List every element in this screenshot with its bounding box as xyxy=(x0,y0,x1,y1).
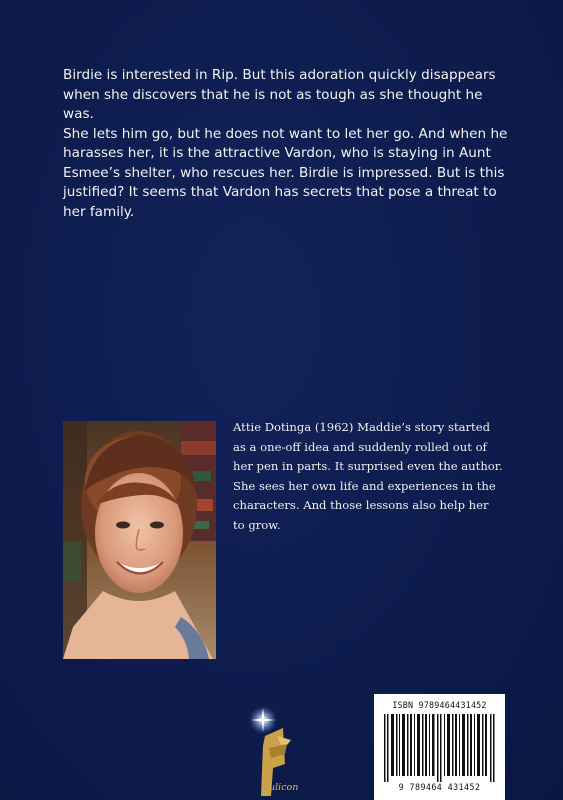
blurb-paragraph-2: She lets him go, but he does not want to let her go. And when he harasses her, it is the attractive Vardon, who is staying in Aunt Esmee’s shelter, who rescues her. Birdie is impressed. But is this justified? It seems that Vardon has secrets that pose a threat to her family. xyxy=(63,125,508,220)
barcode xyxy=(374,694,505,800)
isbn-digits: 9 789464 431452 xyxy=(398,782,481,792)
publisher-name: ulicon xyxy=(269,782,299,793)
author-bio: Attie Dotinga (1962) Maddie’s story started as a one-off idea and suddenly rolled out of her pen in parts. It surprised even the author. She sees her own life and experiences in the characters. And those lessons also help her to grow. xyxy=(233,420,503,532)
isbn-label: ISBN 9789464431452 xyxy=(392,700,487,710)
blurb-text xyxy=(63,66,513,222)
blurb-paragraph-1: Birdie is interested in Rip. But this adoration quickly disappears when she discovers that he is not as tough as she thought he was. xyxy=(63,67,496,122)
publisher-logo xyxy=(243,706,323,798)
barcode-bars xyxy=(382,714,497,782)
author-photo xyxy=(63,421,216,659)
